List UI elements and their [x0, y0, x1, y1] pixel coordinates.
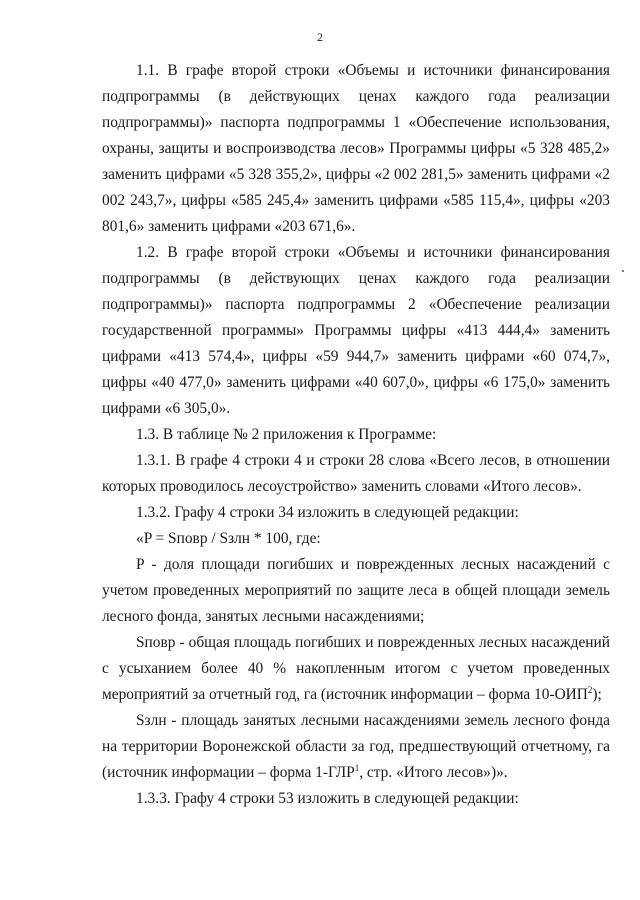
document-body [102, 58, 610, 812]
definition-s-povr-tail: ); [592, 686, 602, 703]
footnote-ref-1: 1 [354, 762, 360, 773]
definition-s-povr-text: Sповр - общая площадь погибших и поврежденных лесных насаждений с усыханием более 40 % накопленным итогом с учетом проведенных мероприятий за отчетный год, га (источник информации – форма 10-ОИП [102, 634, 610, 703]
paragraph-1-3-3: 1.3.3. Графу 4 строки 53 изложить в следующей редакции: [136, 790, 519, 807]
definition-s-zln-tail: , стр. «Итого лесов»)». [359, 764, 508, 781]
formula-line: «P = Sповр / Sзлн * 100, где: [136, 530, 321, 547]
paragraph-1-3-2: 1.3.2. Графу 4 строки 34 изложить в следующей редакции: [136, 504, 519, 521]
scan-speck [622, 270, 624, 272]
definition-s-povr [102, 630, 610, 708]
definition-p: P - доля площади погибших и поврежденных лесных насаждений с учетом проведенных мероприятий по защите леса в общей площади земель лесного фонда, занятых лесными насаждениями; [102, 556, 610, 625]
definition-s-zln [102, 708, 610, 786]
paragraph-1-3: 1.3. В таблице № 2 приложения к Программе: [136, 426, 437, 443]
paragraph-1-3-1: 1.3.1. В графе 4 строки 4 и строки 28 слова «Всего лесов, в отношении которых проводилось лесоустройство» заменить словами «Итого лесов». [102, 452, 610, 495]
footnote-ref-2: 2 [587, 684, 593, 695]
definition-s-zln-text: Sзлн - площадь занятых лесными насаждениями земель лесного фонда на территории Воронежской области за год, предшествующий отчетному, га (источник информации – форма 1-ГЛР [102, 712, 610, 781]
paragraph-1-2: 1.2. В графе второй строки «Объемы и источники финансирования подпрограммы (в действующих ценах каждого года реализации подпрограммы)» паспорта подпрограммы 2 «Обеспечение реализации государственной программы» Программы цифры «413 444,4» заменить цифрами «413 574,4», цифры «59 944,7» заменить цифрами «60 074,7», цифры «40 477,0» заменить цифрами «40 607,0», цифры «6 175,0» заменить цифрами «6 305,0». [102, 244, 610, 417]
page-number: 2 [317, 30, 323, 44]
paragraph-1-1: 1.1. В графе второй строки «Объемы и источники финансирования подпрограммы (в действующих ценах каждого года реализации подпрограммы)» паспорта подпрограммы 1 «Обеспечение использования, охраны, защиты и воспроизводства лесов» Программы цифры «5 328 485,2» заменить цифрами «5 328 355,2», цифры «2 002 281,5» заменить цифрами «2 002 243,7», цифры «585 245,4» заменить цифрами «585 115,4», цифры «203 801,6» заменить цифрами «203 671,6». [102, 62, 610, 235]
